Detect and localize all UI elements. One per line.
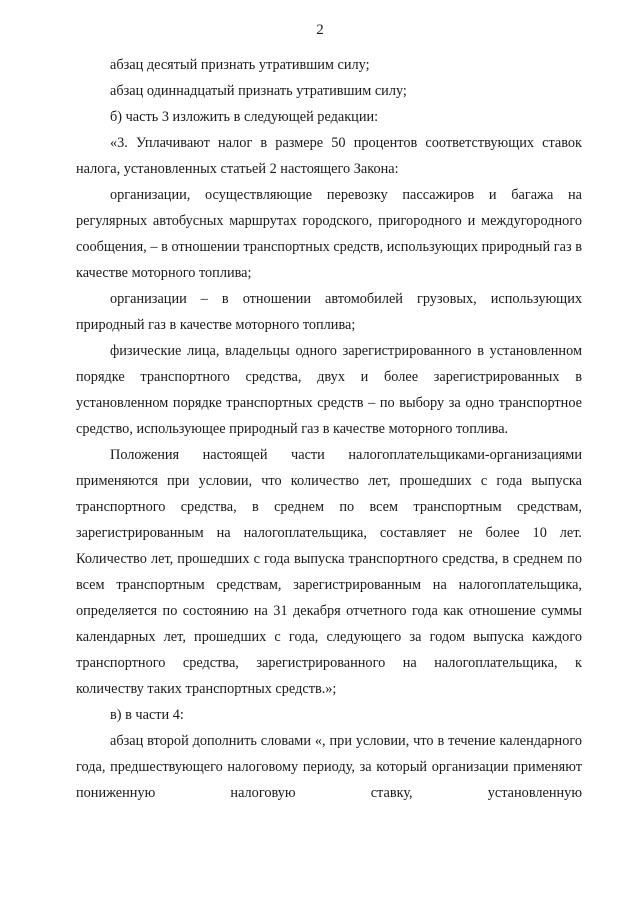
paragraph: абзац одиннадцатый признать утратившим силу; [110, 83, 407, 99]
paragraph: абзац второй дополнить словами «, при условии, что в течение календарного года, предшествующего налоговому периоду, за который организации применяют пониженную налоговую ставку, установленную [76, 733, 582, 801]
document-body [76, 52, 582, 806]
paragraph: «3. Уплачивают налог в размере 50 процентов соответствующих ставок налога, установленных статьей 2 настоящего Закона: [76, 135, 582, 177]
paragraph: б) часть 3 изложить в следующей редакции: [110, 109, 379, 125]
paragraph: абзац десятый признать утратившим силу; [110, 57, 370, 73]
paragraph: организации, осуществляющие перевозку пассажиров и багажа на регулярных автобусных маршрутах городского, пригородного и междугородного сообщения, – в отношении транспортных средств, использующих природный газ в качестве моторного топлива; [76, 187, 582, 281]
paragraph: в) в части 4: [110, 707, 184, 723]
paragraph: физические лица, владельцы одного зарегистрированного в установленном порядке транспортного средства, двух и более зарегистрированных в установленном порядке транспортных средств – по выбору за одно транспортное средство, использующее природный газ в качестве моторного топлива. [76, 343, 582, 437]
paragraph: организации – в отношении автомобилей грузовых, использующих природный газ в качестве моторного топлива; [76, 291, 582, 333]
page-number: 2 [316, 22, 324, 38]
paragraph: Положения настоящей части налогоплательщиками-организациями применяются при условии, что количество лет, прошедших с года выпуска транспортного средства, в среднем по всем транспортным средствам, зарегистрированным на налогоплательщика, составляет не более 10 лет. Количество лет, прошедших с года выпуска транспортного средства, в среднем по всем транспортным средствам, зарегистрированным на налогоплательщика, определяется по состоянию на 31 декабря отчетного года как отношение суммы календарных лет, прошедших с года, следующего за годом выпуска каждого транспортного средства, зарегистрированного на налогоплательщика, к количеству таких транспортных средств.»; [76, 447, 582, 697]
